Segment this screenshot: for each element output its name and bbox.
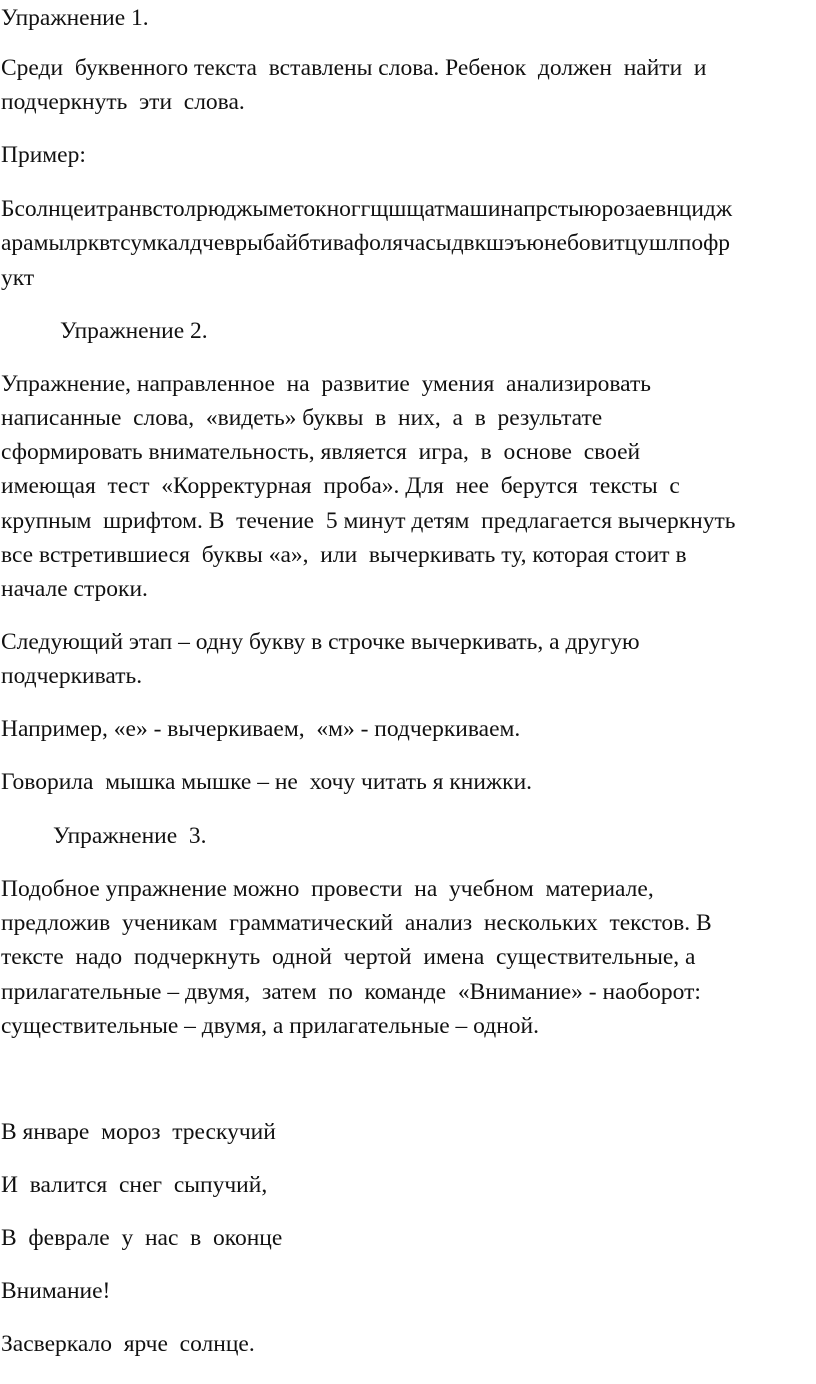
exercise-2-para-2-line-1: Следующий этап – одну букву в строчке вычеркивать, а другую [1, 629, 640, 655]
exercise-1-title: Упражнение 1. [1, 5, 149, 31]
letter-string-line-3: укт [1, 265, 35, 291]
exercise-1-description-line-2: подчеркнуть эти слова. [1, 89, 245, 115]
exercise-3-para-line-2: предложив ученикам грамматический анализ нескольких текстов. В [1, 910, 712, 936]
poem-line-3: В феврале у нас в оконце [1, 1225, 283, 1251]
exercise-2-para-1-line-2: написанные слова, «видеть» буквы в них, а в результате [1, 405, 603, 431]
exercise-2-title: Упражнение 2. [60, 318, 208, 344]
exercise-2-para-2-line-2: подчеркивать. [1, 663, 143, 689]
exercise-3-title: Упражнение 3. [53, 823, 207, 849]
poem-line-1: В январе мороз трескучий [1, 1119, 276, 1145]
exercise-3-para-line-5: существительные – двумя, а прилагательные – одной. [1, 1013, 539, 1039]
poem-line-4: Внимание! [1, 1278, 111, 1304]
exercise-2-para-1-line-4: имеющая тест «Корректурная проба». Для нее берутся тексты с [1, 473, 680, 499]
exercise-2-para-1-line-3: сформировать внимательность, является игра, в основе своей [1, 439, 641, 465]
exercise-2-para-1-line-5: крупным шрифтом. В течение 5 минут детям предлагается вычеркнуть [1, 508, 736, 534]
exercise-2-sample-sentence: Говорила мышка мышке – не хочу читать я книжки. [1, 769, 533, 795]
exercise-1-description-line-1: Среди буквенного текста вставлены слова. Ребенок должен найти и [1, 55, 707, 81]
exercise-2-para-1-line-6: все встретившиеся буквы «а», или вычеркивать ту, которая стоит в [1, 542, 687, 568]
exercise-2-example-line: Например, «е» - вычеркиваем, «м» - подчеркиваем. [1, 716, 521, 742]
exercise-3-para-line-4: прилагательные – двумя, затем по команде «Внимание» - наоборот: [1, 979, 701, 1005]
letter-string-line-1: Бсолнцеитранвстолрюджыметокноггщшщатмашинапрстыюрозаевнцидж [1, 196, 733, 222]
exercise-3-para-line-1: Подобное упражнение можно провести на учебном материале, [1, 876, 654, 902]
poem-line-5: Засверкало ярче солнце. [1, 1331, 255, 1357]
exercise-3-para-line-3: тексте надо подчеркнуть одной чертой имена существительные, а [1, 944, 696, 970]
example-label: Пример: [1, 142, 86, 168]
exercise-2-para-1-line-7: начале строки. [1, 576, 148, 602]
letter-string-line-2: арамылрквтсумкалдчеврыбайбтивафолячасыдвкшэъюнебовитцушлпофр [1, 230, 731, 256]
exercise-2-para-1-line-1: Упражнение, направленное на развитие умения анализировать [1, 371, 651, 397]
poem-line-2: И валится снег сыпучий, [1, 1172, 268, 1198]
